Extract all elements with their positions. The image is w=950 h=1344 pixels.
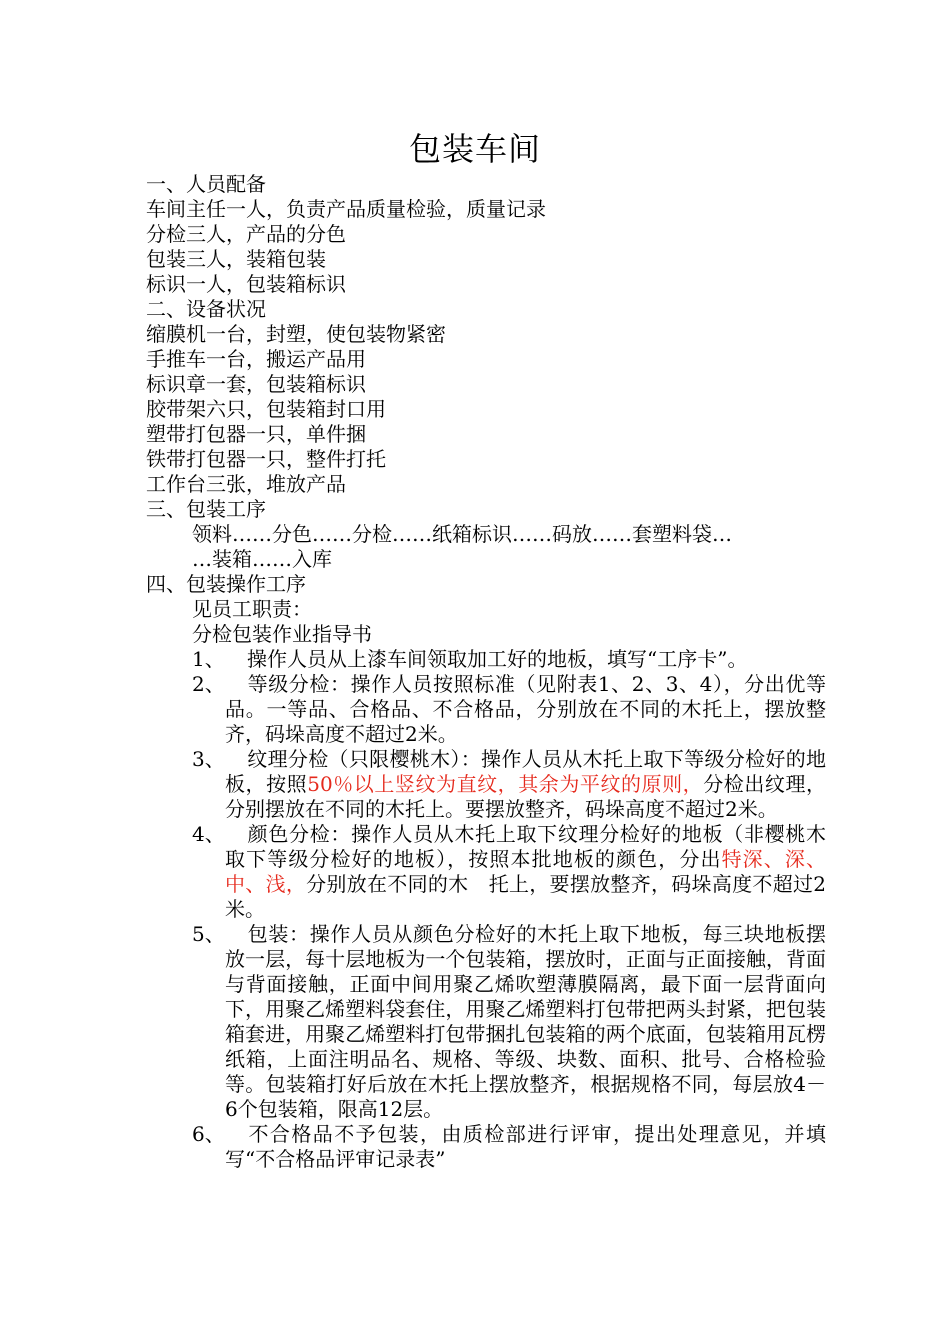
list-item-text: 分别放在不同的木 托上，要摆放整齐，码垛高度不超过2米。 bbox=[225, 872, 826, 921]
list-item bbox=[146, 922, 826, 1122]
list-item-text: 包装：操作人员从颜色分检好的木托上取下地板，每三块地板摆放一层，每十层地板为一个包装箱，摆放时，正面与正面接触，背面与背面接触，正面中间用聚乙烯吹塑薄膜隔离，最下面一层背面向下，用聚乙烯塑料袋套住，用聚乙烯塑料打包带把两头封紧，把包装箱套进，用聚乙烯塑料打包带捆扎包装箱的两个底面，包装箱用瓦楞纸箱，上面注明品名、规格、等级、块数、面积、批号、合格检验等。包装箱打好后放在木托上摆放整齐，根据规格不同，每层放4－6个包装箱，限高12层。 bbox=[225, 922, 826, 1121]
equipment-line: 缩膜机一台，封塑，使包装物紧密 bbox=[146, 322, 446, 346]
list-item-text: 操作人员从上漆车间领取加工好的地板，填写“工序卡”。 bbox=[247, 647, 748, 671]
list-item bbox=[146, 647, 826, 672]
equipment-line: 标识章一套，包装箱标识 bbox=[146, 372, 366, 396]
list-item bbox=[146, 672, 826, 747]
staff-line: 包装三人，装箱包装 bbox=[146, 247, 326, 271]
list-item bbox=[146, 1122, 826, 1172]
staff-line: 分检三人，产品的分色 bbox=[146, 222, 346, 246]
list-item bbox=[146, 747, 826, 822]
highlighted-rule-text: 50％以上竖纹为直纹，其余为平纹的原则， bbox=[307, 772, 704, 796]
equipment-line: 铁带打包器一只，整件打托 bbox=[146, 447, 386, 471]
list-item-number: 4、 bbox=[192, 822, 225, 846]
equipment-line: 手推车一台，搬运产品用 bbox=[146, 347, 366, 371]
list-item-number: 1、 bbox=[192, 647, 225, 671]
list-item-number: 2、 bbox=[192, 672, 225, 696]
process-flow-line: …装箱……入库 bbox=[192, 547, 332, 571]
list-item-text: 不合格品不予包装，由质检部进行评审，提出处理意见，并填写“不合格品评审记录表” bbox=[225, 1122, 826, 1171]
equipment-line: 塑带打包器一只，单件捆 bbox=[146, 422, 366, 446]
process-flow-line: 领料……分色……分检……纸箱标识……码放……套塑料袋… bbox=[192, 522, 732, 546]
staff-line: 标识一人，包装箱标识 bbox=[146, 272, 346, 296]
list-item-text: 纹理分检（只限樱桃木）：操作人员从木托上取下等级分检好的地板，按照 bbox=[225, 747, 826, 796]
section-heading-equipment: 二、设备状况 bbox=[146, 297, 266, 321]
list-item-number: 3、 bbox=[192, 747, 225, 771]
highlighted-color-grades: 特深、深、中、浅， bbox=[225, 847, 827, 896]
staff-line: 车间主任一人，负责产品质量检验，质量记录 bbox=[146, 197, 546, 221]
list-item-text: 等级分检：操作人员按照标准（见附表1、2、3、4），分出优等品。一等品、合格品、不合格品，分别放在不同的木托上，摆放整齐，码垛高度不超过2米。 bbox=[225, 672, 826, 746]
equipment-line: 工作台三张，堆放产品 bbox=[146, 472, 346, 496]
list-item-text: 分检出纹理，分别摆放在不同的木托上。要摆放整齐，码垛高度不超过2米。 bbox=[225, 772, 827, 821]
list-item-text: 颜色分检：操作人员从木托上取下纹理分检好的地板（非樱桃木取下等级分检好的地板），按照本批地板的颜色，分出 bbox=[225, 822, 826, 871]
section-heading-operations: 四、包装操作工序 bbox=[146, 572, 306, 596]
page-title: 包装车间 bbox=[408, 130, 541, 168]
list-item-number: 5、 bbox=[192, 922, 225, 946]
list-item bbox=[146, 822, 826, 922]
document-body bbox=[146, 172, 826, 1172]
equipment-line: 胶带架六只，包装箱封口用 bbox=[146, 397, 386, 421]
section-heading-staffing: 一、人员配备 bbox=[146, 172, 266, 196]
section-heading-process: 三、包装工序 bbox=[146, 497, 266, 521]
operations-subheading: 分检包装作业指导书 bbox=[192, 622, 372, 646]
operations-subheading: 见员工职责： bbox=[192, 597, 312, 621]
list-item-number: 6、 bbox=[192, 1122, 225, 1146]
